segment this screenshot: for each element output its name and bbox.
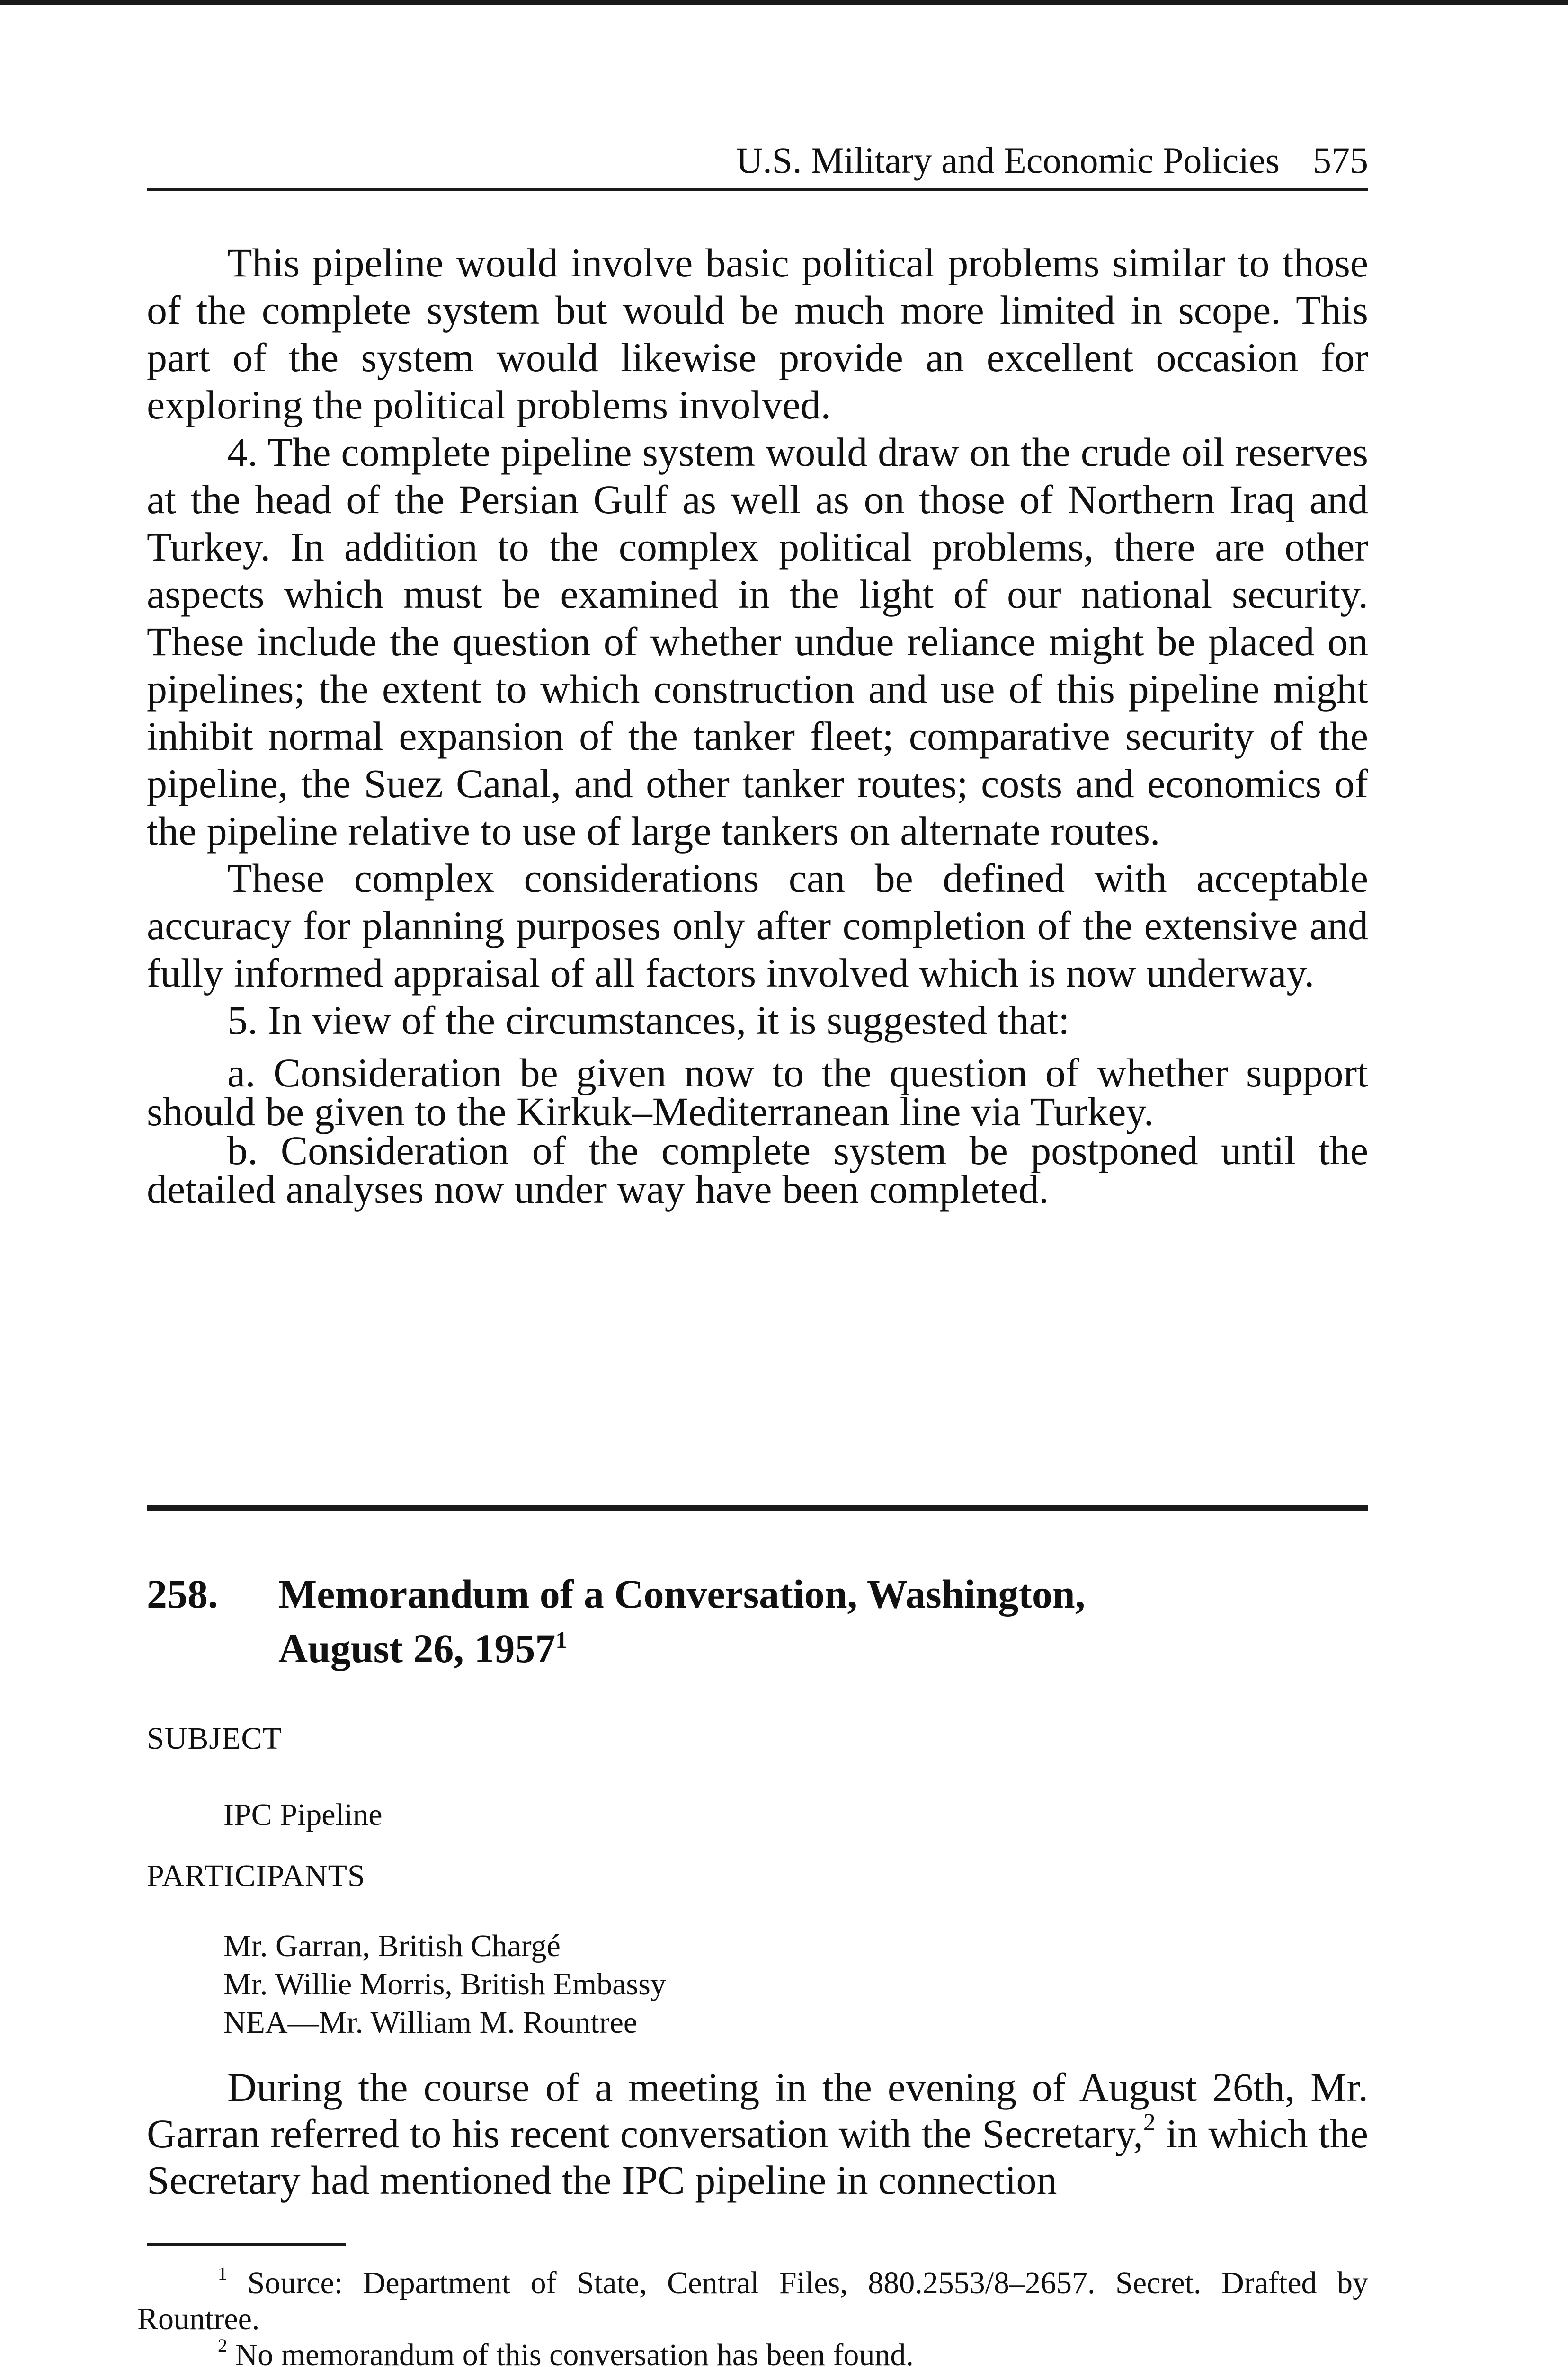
section-divider xyxy=(147,1505,1368,1511)
paragraph: 5. In view of the circumstances, it is suggested that: xyxy=(227,997,1070,1043)
continuation-text xyxy=(147,239,1368,1212)
footnote-text: Source: Department of State, Central Files, 880.2553/8–2657. Secret. Drafted by Rountree. xyxy=(137,2266,1368,2336)
footnote-marker: 1 xyxy=(218,2263,227,2284)
footnote-text: No memorandum of this conversation has been found. xyxy=(227,2338,914,2367)
participants-list xyxy=(223,1927,666,2042)
running-head xyxy=(147,142,1368,179)
participant: Mr. Willie Morris, British Embassy xyxy=(223,1967,666,2002)
participant: Mr. Garran, British Chargé xyxy=(223,1929,561,1963)
document-number: 258. xyxy=(147,1571,218,1617)
running-head-title: U.S. Military and Economic Policies xyxy=(736,140,1280,181)
list-item: a. Consideration be given now to the question of whether support should be given to the Kirkuk–Mediterranean line via Turkey. xyxy=(147,1050,1368,1134)
footnote-ref[interactable]: 2 xyxy=(1143,2109,1156,2136)
paragraph: This pipeline would involve basic political problems similar to those of the complete system but would be much more limited in scope. This part of the system would likewise provide an excellent occasion for exploring the political problems involved. xyxy=(147,240,1368,427)
footnote-marker: 2 xyxy=(218,2335,227,2356)
list-item: b. Consideration of the complete system be postponed until the detailed analyses now under way have been completed. xyxy=(147,1128,1368,1212)
footnote-ref[interactable]: 1 xyxy=(555,1627,568,1653)
footnote-rule xyxy=(147,2243,346,2246)
paragraph: 4. The complete pipeline system would draw on the crude oil reserves at the head of the Persian Gulf as well as on those of Northern Iraq and Turkey. In addition to the complex political problems, there are other aspects which must be examined in the light of our national security. These include the question of whether undue reliance might be placed on pipelines; the extent to which construction and use of this pipeline might inhibit normal expansion of the tanker fleet; comparative security of the pipeline, the Suez Canal, and other tanker routes; costs and economics of the pipeline relative to use of large tankers on alternate routes. xyxy=(147,429,1368,854)
subject-label: SUBJECT xyxy=(147,1721,282,1756)
narrative-text: During the course of a meeting in the evening of August 26th, Mr. Garran referred to his recent conversation with the Secretary, xyxy=(147,2064,1368,2156)
narrative-text: in which the Secretary had mentioned the IPC pipeline in connection xyxy=(147,2111,1368,2203)
footnotes xyxy=(137,2265,1368,2367)
document-heading xyxy=(147,1567,1368,1676)
footnote xyxy=(137,2337,1368,2367)
subject-value: IPC Pipeline xyxy=(223,1797,383,1832)
document-title-line: August 26, 1957 xyxy=(278,1626,556,1671)
participant: NEA—Mr. William M. Rountree xyxy=(223,2005,638,2040)
paragraph: These complex considerations can be defined with acceptable accuracy for planning purposes only after completion of the extensive and fully informed appraisal of all factors involved which is now underway. xyxy=(147,855,1368,996)
memorandum-text xyxy=(147,2064,1368,2203)
document-title-line: Memorandum of a Conversation, Washington, xyxy=(278,1571,1086,1617)
document-title xyxy=(278,1567,1178,1676)
paragraph xyxy=(147,2064,1368,2203)
footnote xyxy=(137,2265,1368,2337)
participants-label: PARTICIPANTS xyxy=(147,1859,365,1893)
header-rule xyxy=(147,188,1368,191)
page-top-edge xyxy=(0,0,1568,5)
page-number: 575 xyxy=(1313,140,1368,181)
